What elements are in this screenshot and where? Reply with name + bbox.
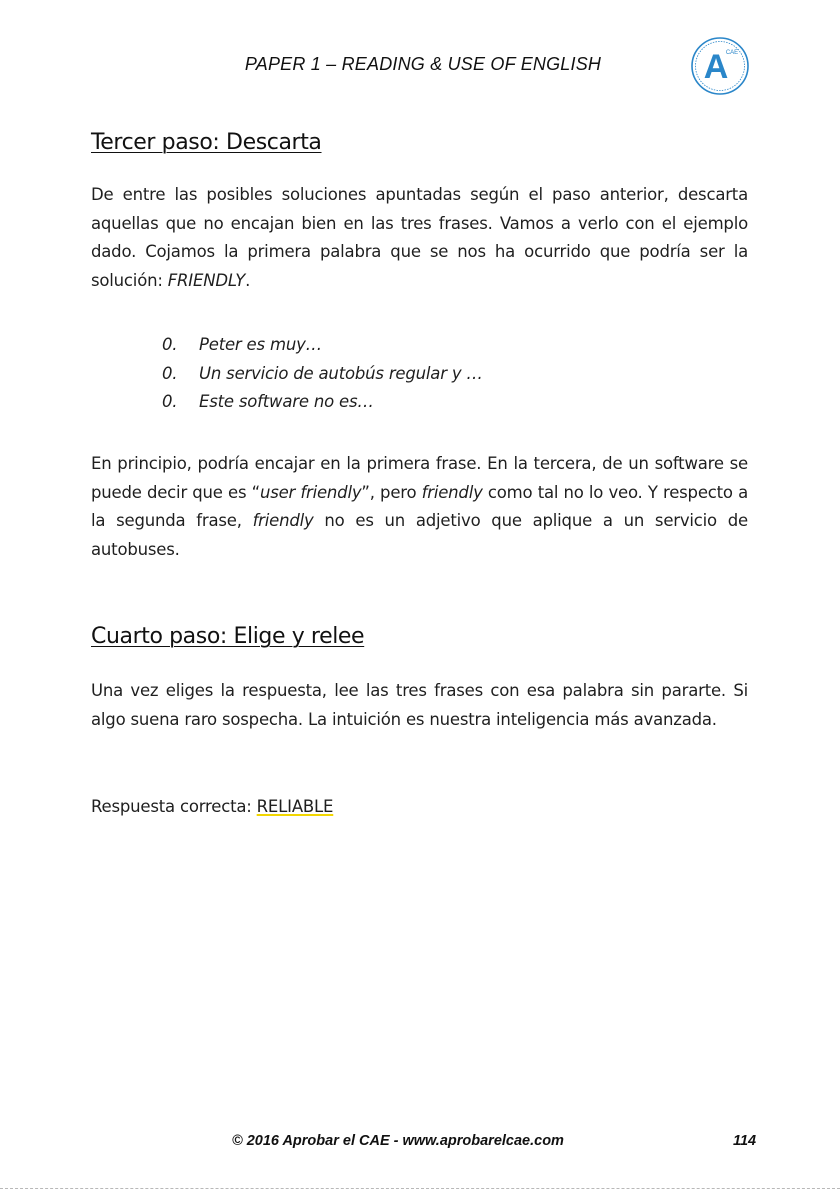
paragraph-descarta-analysis: En principio, podría encajar en la primera frase. En la tercera, de un software se puede decir que es “user friendly”, pero friendly como tal no lo veo. Y respecto a la segunda frase, friendly no es un adjetivo que aplique a un servicio de autobuses. [91, 454, 748, 559]
cae-logo-icon [690, 36, 750, 96]
logo-letter: A [703, 48, 729, 86]
section-heading-descarta: Tercer paso: Descarta [91, 130, 322, 155]
example-list [162, 331, 483, 417]
logo-badge: CAE [725, 50, 739, 56]
section-heading-elige: Cuarto paso: Elige y relee [91, 624, 365, 649]
list-item: 0. Este software no es… [162, 392, 374, 411]
list-item: 0. Peter es muy… [162, 335, 322, 354]
correct-answer-value: RELIABLE [256, 797, 334, 816]
page-number: 114 [733, 1133, 757, 1149]
page-edge-divider [0, 1188, 840, 1189]
header-title: PAPER 1 – READING & USE OF ENGLISH [244, 54, 602, 74]
paragraph-elige: Una vez eliges la respuesta, lee las tres frases con esa palabra sin pararte. Si algo suena raro sospecha. La intuición es nuestra inteligencia más avanzada. [91, 681, 748, 729]
correct-answer-line: Respuesta correcta: RELIABLE [91, 797, 334, 816]
paragraph-descarta-intro: De entre las posibles soluciones apuntadas según el paso anterior, descarta aquellas que no encajan bien en las tres frases. Vamos a verlo con el ejemplo dado. Cojamos la primera palabra que se nos ha ocurrido que podría ser la solución: FRIENDLY. [91, 185, 748, 290]
list-item: 0. Un servicio de autobús regular y … [162, 363, 483, 383]
footer-copyright: © 2016 Aprobar el CAE - www.aprobarelcae.com [232, 1133, 564, 1149]
